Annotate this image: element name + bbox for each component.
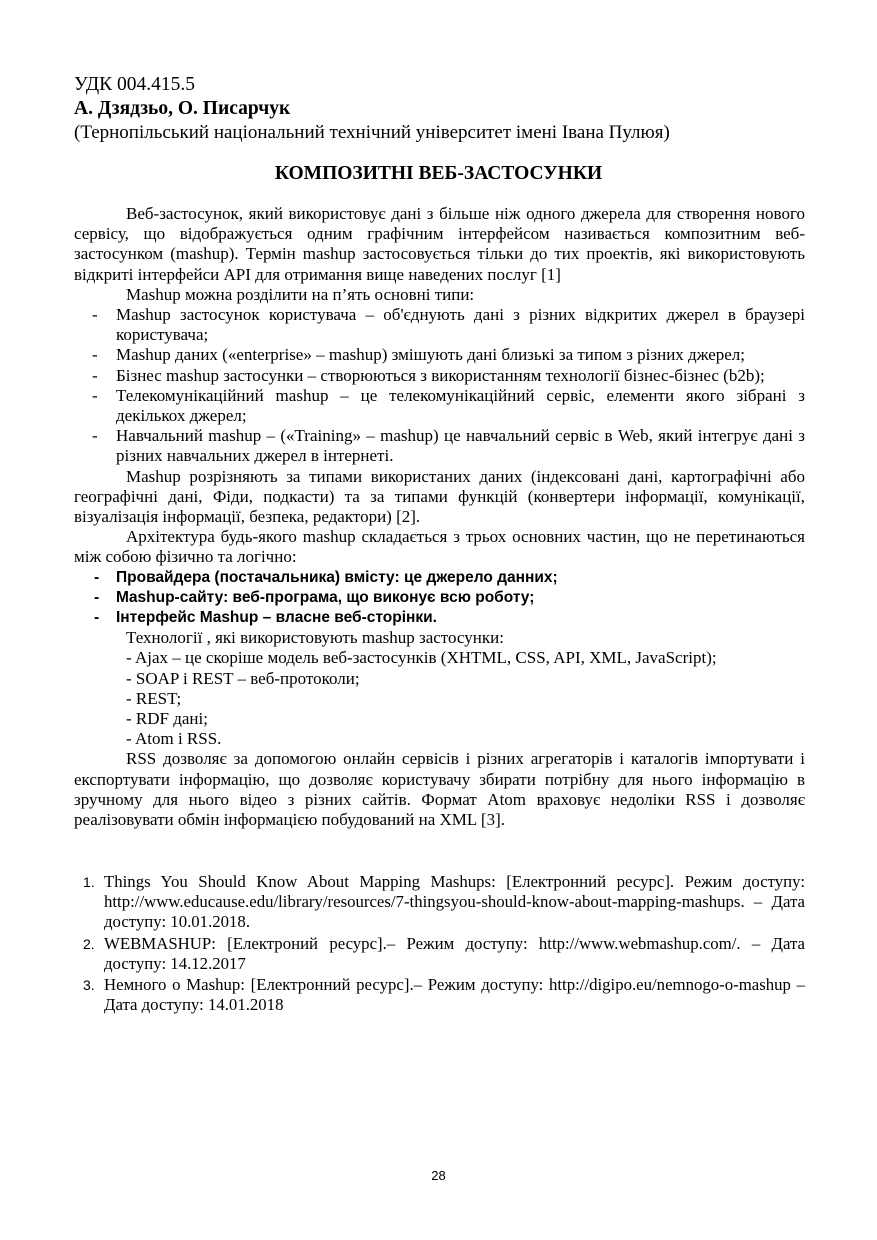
list-item: - SOAP і REST – веб-протоколи; — [126, 668, 360, 688]
affiliation: (Тернопільський національний технічний університет імені Івана Пулюя) — [74, 122, 670, 143]
tech-intro: Технології , які використовують mashup застосунки: — [126, 628, 504, 648]
authors: А. Дзядзьо, О. Писарчук — [74, 98, 291, 119]
paragraph: Архітектура будь-якого mashup складається з трьох основних частин, що не перетинаються між собою фізично та логічно: — [74, 527, 805, 567]
udk-code: УДК 004.415.5 — [74, 74, 196, 95]
list-item — [74, 305, 805, 345]
types-list — [74, 305, 805, 467]
list-item-text: Телекомунікаційний mashup – це телекомунікаційний сервіс, елементи якого зібрані з декількох джерел; — [116, 385, 805, 426]
list-item-text: Навчальний mashup – («Training» – mashup) це навчальний сервіс в Web, який інтегрує дані з різних навчальних джерел в інтернеті. — [116, 426, 805, 466]
list-dash: - — [94, 609, 100, 627]
reference-item — [74, 975, 805, 1015]
list-item — [74, 345, 805, 365]
reference-text: Немного о Mashup: [Електронний ресурс].– Режим доступу: http://digipo.eu/nemnogo-o-mashup – Дата доступу: 14.01.2018 — [104, 975, 805, 1015]
reference-item — [74, 872, 805, 933]
list-item — [74, 588, 805, 608]
list-dash: - — [92, 345, 98, 365]
list-item — [74, 608, 805, 628]
list-item — [74, 426, 805, 466]
list-dash: - — [94, 568, 100, 586]
reference-text: WEBMASHUP: [Електроний ресурс].– Режим доступу: http://www.webmashup.com/. – Дата доступу: 14.12.2017 — [104, 933, 805, 973]
list-dash: - — [92, 305, 98, 325]
list-item-text: Mashup даних («enterprise» – mashup) змішують дані близькі за типом з різних джерел; — [116, 345, 746, 365]
list-item-text: Провайдера (постачальника) вмісту: це джерело данних; — [116, 568, 558, 586]
paper-title: КОМПОЗИТНІ ВЕБ-ЗАСТОСУНКИ — [274, 163, 603, 184]
list-item-text: Бізнес mashup застосунки – створюються з використанням технології бізнес-бізнес (b2b); — [116, 365, 765, 385]
reference-item — [74, 934, 805, 974]
paper-body — [74, 204, 805, 830]
page-number: 28 — [431, 1168, 446, 1183]
list-item: - RDF дані; — [126, 709, 208, 729]
list-item: - Ajax – це скоріше модель веб-застосунків (XHTML, CSS, API, XML, JavaScript); — [126, 648, 717, 668]
reference-number: 3. — [83, 977, 95, 994]
list-item — [74, 366, 805, 386]
list-item — [74, 386, 805, 426]
reference-number: 2. — [83, 935, 95, 952]
paragraph: Mashup можна розділити на п’ять основні типи: — [126, 284, 475, 304]
reference-number: 1. — [83, 874, 95, 890]
tech-list — [74, 648, 805, 749]
references-list — [74, 872, 805, 1016]
list-item: - Atom і RSS. — [126, 729, 222, 749]
paragraph: Mashup розрізняють за типами використаних даних (індексовані дані, картографічні або географічні дані, Фіди, подкасти) та за типами функцій (конвертери інформації, комунікації, візуалізація інформації, безпека, редактори) [2]. — [74, 466, 805, 527]
list-item-text: Mashup-сайту: веб-програма, що виконує всю роботу; — [116, 588, 535, 606]
paragraph: Веб-застосунок, який використовує дані з більше ніж одного джерела для створення нового сервісу, що відображується одним графічним інтерфейсом називається композитним веб-застосунком (mashup). Термін mashup застосовується тільки до тих проектів, які використовують відкриті інтерфейси API для отримання вище наведених послуг [1] — [74, 204, 805, 284]
paragraph: RSS дозволяє за допомогою онлайн сервісів і різних агрегаторів і каталогів імпортувати і експортувати інформацію, що дозволяє користувачу збирати потрібну для нього інформацію в зручному для нього відео з різних сайтів. Формат Atom враховує недоліки RSS і дозволяє реалізовувати обмін інформацією побудований на XML [3]. — [74, 749, 805, 830]
list-item — [74, 568, 805, 588]
list-dash: - — [92, 385, 98, 405]
list-item-text: Інтерфейс Mashup – власне веб-сторінки. — [116, 609, 437, 627]
architecture-list — [74, 568, 805, 629]
list-dash: - — [92, 365, 98, 385]
list-item: - REST; — [126, 688, 182, 708]
list-item-text: Mashup застосунок користувача – об'єднують дані з різних відкритих джерел в браузері користувача; — [116, 305, 805, 345]
reference-text: Things You Should Know About Mapping Mashups: [Електронний ресурс]. Режим доступу: http://www.educause.edu/library/resources/7-thingsyou-should-know-about-mapping-mashups. – Дата доступу: 10.01.2018. — [104, 872, 805, 932]
list-dash: - — [94, 588, 100, 606]
list-dash: - — [92, 426, 98, 446]
